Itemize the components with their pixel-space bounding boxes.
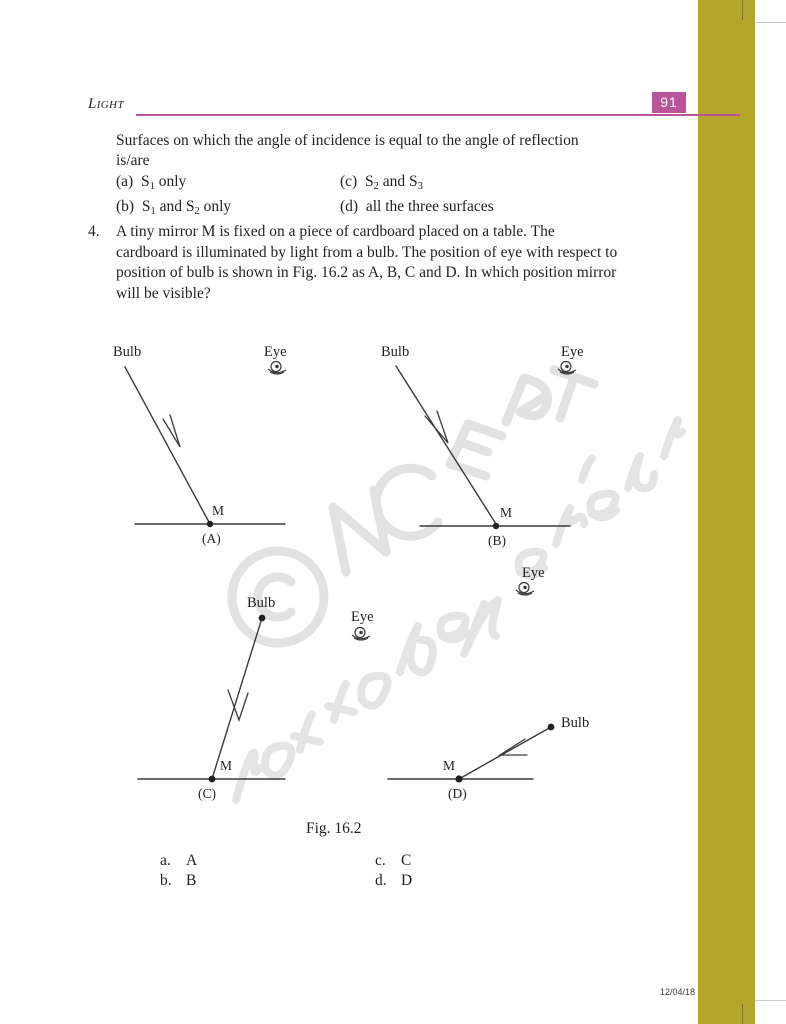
panel-b-mirror-label: M bbox=[500, 505, 513, 520]
answer-option-a bbox=[160, 851, 375, 871]
answer-value-b: B bbox=[186, 872, 197, 889]
answer-key-b: b. bbox=[160, 872, 172, 889]
lead-options-row-1 bbox=[116, 172, 586, 197]
crop-mark-top-vertical bbox=[742, 0, 743, 20]
eye-icon bbox=[514, 581, 536, 602]
panel-b-eye-label: Eye bbox=[561, 344, 584, 360]
lead-options-row-2 bbox=[116, 197, 586, 222]
panel-c-eye-label: Eye bbox=[351, 609, 374, 625]
panel-d-caption: (D) bbox=[448, 786, 467, 801]
panel-d-bulb-label: Bulb bbox=[561, 715, 590, 731]
panel-c-mirror-label: M bbox=[220, 758, 233, 773]
crop-mark-bottom-horizontal bbox=[755, 1000, 786, 1001]
right-margin-bar bbox=[698, 0, 755, 1024]
answer-row-2 bbox=[160, 871, 590, 891]
panel-d-eye-label: Eye bbox=[522, 565, 545, 581]
panel-a-caption: (A) bbox=[202, 531, 221, 546]
answer-value-d: D bbox=[401, 872, 413, 889]
answer-key-c: c. bbox=[375, 852, 386, 869]
panel-a-mirror-label: M bbox=[212, 503, 225, 518]
answer-option-b bbox=[160, 871, 375, 891]
bulb-points bbox=[259, 615, 555, 731]
lead-option-a: (a) $S_1$ only bbox=[116, 173, 187, 192]
panel-a-bulb-label: Bulb bbox=[113, 344, 142, 360]
eye-icon bbox=[350, 626, 372, 647]
answer-option-d bbox=[375, 871, 590, 891]
running-head bbox=[88, 96, 688, 118]
answer-key-a: a. bbox=[160, 852, 171, 869]
sub-2b: 2 bbox=[194, 205, 200, 217]
question-4 bbox=[88, 222, 618, 304]
mirror-points bbox=[207, 521, 499, 783]
question-4-number: 4. bbox=[88, 223, 100, 240]
lead-option-b: (b) $S_1$ and $S_2$ only bbox=[116, 197, 232, 217]
ncert-watermark bbox=[150, 300, 710, 820]
running-head-rule bbox=[136, 114, 740, 116]
lead-options-grid bbox=[116, 172, 586, 222]
panel-a-eye-label: Eye bbox=[264, 344, 287, 360]
figure-caption: Fig. 16.2 bbox=[306, 820, 362, 837]
question-4-text: A tiny mirror M is fixed on a piece of cardboard placed on a table. The cardboard is illuminated by light from a bulb. The position of eye with respect to position of bulb is shown in Fig. 16.2 as A, B, C and D. In which position mirror will be visible? bbox=[116, 223, 618, 302]
answer-key-d: d. bbox=[375, 872, 387, 889]
crop-mark-bottom-vertical bbox=[742, 1004, 743, 1024]
eye-icon bbox=[266, 360, 288, 381]
panel-b-caption: (B) bbox=[488, 533, 506, 548]
sub-1: 1 bbox=[149, 180, 155, 192]
running-head-title: Light bbox=[88, 96, 125, 112]
sub-3: 3 bbox=[417, 180, 423, 192]
crop-mark-top-horizontal bbox=[755, 22, 786, 23]
lead-option-c: (c) $S_2$ and $S_3$ bbox=[340, 173, 423, 192]
footer-date: 12/04/18 bbox=[660, 987, 696, 997]
sub-2: 2 bbox=[373, 180, 379, 192]
answer-value-c: C bbox=[401, 852, 412, 869]
lead-paragraph: Surfaces on which the angle of incidence is equal to the angle of reflection is/are bbox=[116, 132, 579, 169]
answer-row-1 bbox=[160, 851, 590, 871]
eye-icon bbox=[556, 360, 578, 381]
answer-option-c bbox=[375, 851, 590, 871]
lead-option-d: (d) all the three surfaces bbox=[340, 197, 494, 215]
answer-options-grid bbox=[160, 851, 590, 891]
answer-value-a: A bbox=[186, 852, 198, 869]
panel-c-caption: (C) bbox=[198, 786, 216, 801]
panel-d-mirror-label: M bbox=[443, 758, 456, 773]
page-number-badge: 91 bbox=[652, 92, 686, 113]
panel-c-bulb-label: Bulb bbox=[247, 595, 276, 611]
panel-b-bulb-label: Bulb bbox=[381, 344, 410, 360]
sub-1b: 1 bbox=[150, 205, 156, 217]
